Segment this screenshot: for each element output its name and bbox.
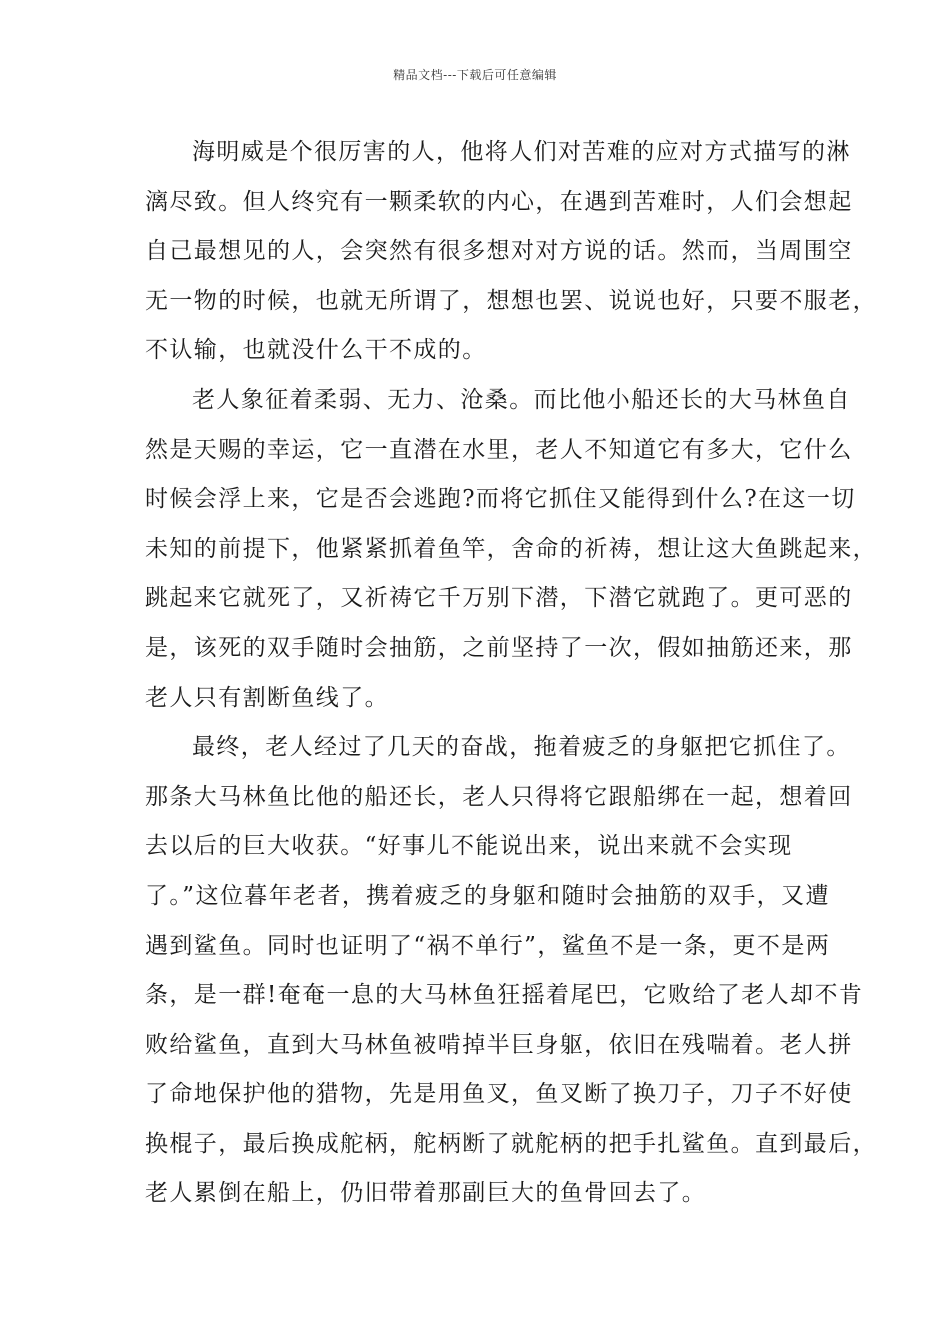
text-line: 漓尽致。但人终究有一颗柔软的内心，在遇到苦难时，人们会想起 <box>145 188 853 215</box>
document-body <box>145 128 877 1219</box>
text-line: 遇到鲨鱼。同时也证明了“祸不单行”，鲨鱼不是一条，更不是两 <box>145 932 831 959</box>
text-line: 老人只有割断鱼线了。 <box>145 684 389 711</box>
text-line: 自己最想见的人，会突然有很多想对对方说的话。然而，当周围空 <box>145 238 853 265</box>
text-line: 是，该死的双手随时会抽筋，之前坚持了一次，假如抽筋还来，那 <box>145 634 853 661</box>
text-line: 换棍子，最后换成舵柄，舵柄断了就舵柄的把手扎鲨鱼。直到最后， <box>145 1130 877 1157</box>
paragraph-1 <box>145 128 877 376</box>
text-line: 时候会浮上来，它是否会逃跑?而将它抓住又能得到什么?在这一切 <box>145 486 856 513</box>
text-line: 那条大马林鱼比他的船还长，老人只得将它跟船绑在一起，想着回 <box>145 783 853 810</box>
text-line: 条，是一群!奄奄一息的大马林鱼狂摇着尾巴，它败给了老人却不肯 <box>145 982 864 1009</box>
paragraph-3 <box>145 723 877 1219</box>
text-line: 了命地保护他的猎物，先是用鱼叉，鱼叉断了换刀子，刀子不好使 <box>145 1081 853 1108</box>
text-line: 老人象征着柔弱、无力、沧桑。而比他小船还长的大马林鱼自 <box>192 386 851 413</box>
text-line: 败给鲨鱼，直到大马林鱼被啃掉半巨身躯，依旧在残喘着。老人拼 <box>145 1031 853 1058</box>
text-line: 跳起来它就死了，又祈祷它千万别下潜，下潜它就跑了。更可恶的 <box>145 585 853 612</box>
text-line: 海明威是个很厉害的人，他将人们对苦难的应对方式描写的淋 <box>192 139 851 165</box>
text-line: 老人累倒在船上，仍旧带着那副巨大的鱼骨回去了。 <box>145 1180 707 1207</box>
page-header: 精品文档---下载后可任意编辑 <box>393 68 557 82</box>
text-line: 然是天赐的幸运，它一直潜在水里，老人不知道它有多大，它什么 <box>145 436 853 463</box>
text-line: 未知的前提下，他紧紧抓着鱼竿，舍命的祈祷，想让这大鱼跳起来， <box>145 535 877 562</box>
paragraph-2 <box>145 376 877 723</box>
text-line: 去以后的巨大收获。“好事儿不能说出来，说出来就不会实现 <box>145 833 793 860</box>
text-line: 不认输，也就没什么干不成的。 <box>145 337 487 364</box>
text-line: 了。”这位暮年老者，携着疲乏的身躯和随时会抽筋的双手，又遭 <box>145 882 830 909</box>
text-line: 无一物的时候，也就无所谓了，想想也罢、说说也好，只要不服老， <box>145 287 877 314</box>
text-line: 最终，老人经过了几天的奋战，拖着疲乏的身躯把它抓住了。 <box>192 734 851 761</box>
